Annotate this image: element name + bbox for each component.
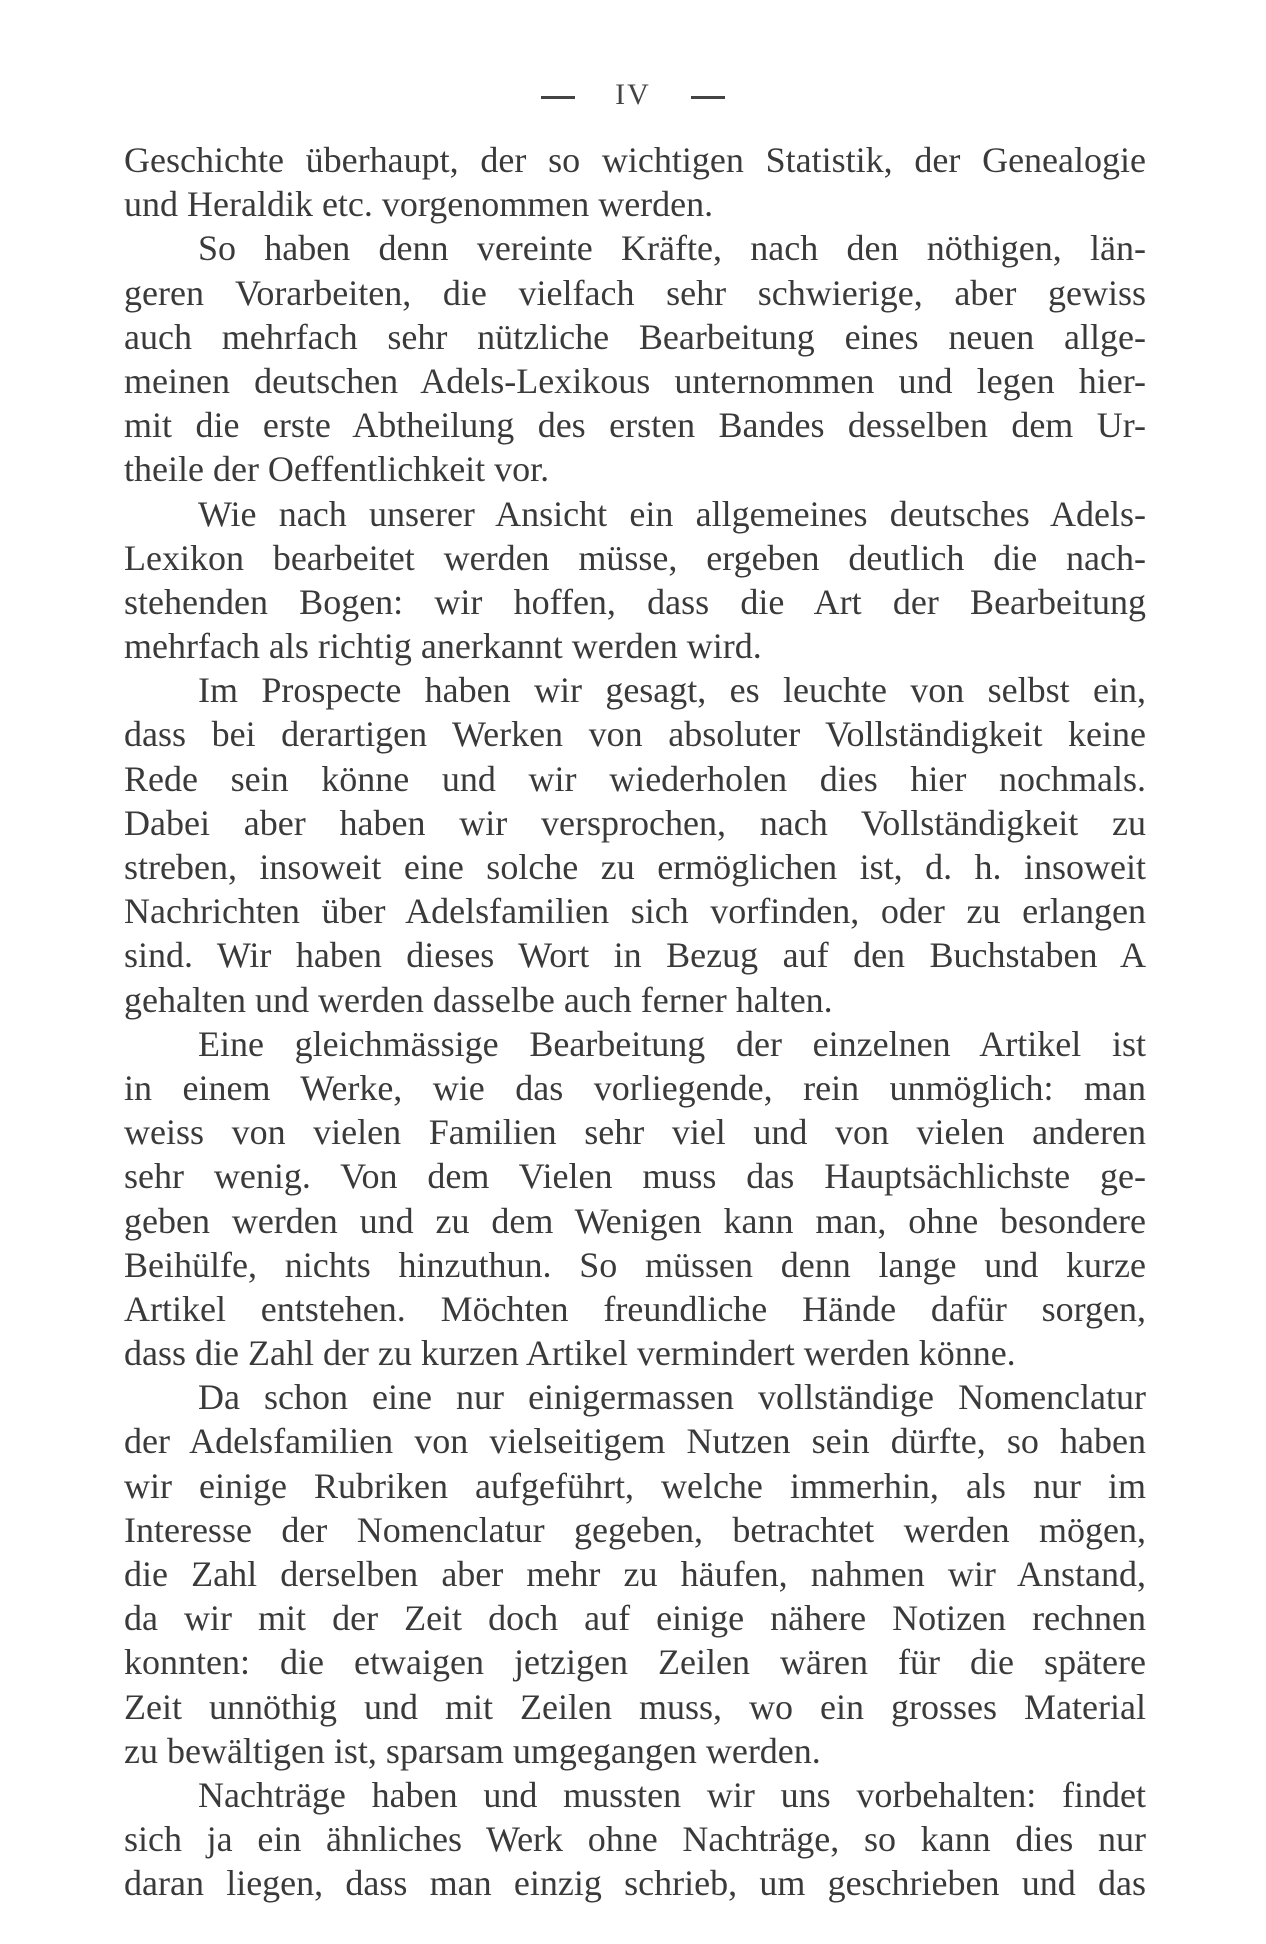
text-line	[124, 1508, 1146, 1552]
text-line-content: geren Vorarbeiten, die vielfach sehr schwierige, aber gewiss	[124, 272, 1146, 313]
text-line-content: Zeit unnöthig und mit Zeilen muss, wo ein grosses Material	[124, 1686, 1146, 1727]
text-line	[124, 845, 1146, 889]
text-line	[124, 1861, 1146, 1905]
text-line	[124, 1596, 1146, 1640]
text-line-content: die Zahl derselben aber mehr zu häufen, nahmen wir Anstand,	[124, 1554, 1146, 1594]
text-line	[124, 182, 1146, 226]
page-number: IV	[615, 78, 651, 111]
page-header	[0, 78, 1266, 112]
text-line-content: geben werden und zu dem Wenigen kann man, ohne besondere	[124, 1200, 1146, 1241]
text-line-content: Da schon eine nur einigermassen vollständige Nomenclatur	[198, 1377, 1146, 1418]
text-line-content: meinen deutschen Adels-Lexikous unternommen und legen hier-	[124, 360, 1146, 401]
text-line	[124, 1552, 1146, 1596]
text-line	[124, 447, 1146, 491]
header-dash-left	[541, 96, 575, 99]
text-line-content: streben, insoweit eine solche zu ermöglichen ist, d. h. insoweit	[124, 847, 1146, 887]
text-line	[124, 1154, 1146, 1198]
text-line-content: Dabei aber haben wir versprochen, nach Vollständigkeit zu	[124, 802, 1146, 843]
text-line	[124, 801, 1146, 845]
text-line	[124, 1066, 1146, 1110]
text-line	[124, 315, 1146, 359]
text-line-content: dass bei derartigen Werken von absoluter Vollständigkeit keine	[124, 714, 1146, 755]
text-line-content: zu bewältigen ist, sparsam umgegangen werden.	[124, 1730, 821, 1771]
text-line-content: stehenden Bogen: wir hoffen, dass die Art der Bearbeitung	[124, 581, 1146, 622]
text-line-content: wir einige Rubriken aufgeführt, welche immerhin, als nur im	[124, 1465, 1146, 1506]
text-line	[124, 1110, 1146, 1154]
text-line-content: da wir mit der Zeit doch auf einige nähere Notizen rechnen	[124, 1598, 1146, 1639]
text-line-content: So haben denn vereinte Kräfte, nach den nöthigen, län-	[198, 228, 1146, 269]
text-line-content: sind. Wir haben dieses Wort in Bezug auf den Buchstaben A	[124, 935, 1146, 976]
text-line-content: weiss von vielen Familien sehr viel und von vielen anderen	[124, 1112, 1146, 1153]
text-line-content: theile der Oeffentlichkeit vor.	[124, 449, 550, 490]
text-line	[124, 1464, 1146, 1508]
text-line	[124, 536, 1146, 580]
text-line	[124, 1817, 1146, 1861]
text-line	[124, 1773, 1146, 1817]
text-line	[124, 1287, 1146, 1331]
text-line	[124, 978, 1146, 1022]
text-line	[124, 668, 1146, 712]
text-line	[124, 492, 1146, 536]
text-line-content: Nachträge haben und mussten wir uns vorbehalten: findet	[198, 1774, 1146, 1815]
text-line-content: dass die Zahl der zu kurzen Artikel vermindert werden könne.	[124, 1333, 1016, 1374]
text-line	[124, 359, 1146, 403]
text-line	[124, 933, 1146, 977]
text-line	[124, 1199, 1146, 1243]
text-line	[124, 138, 1146, 182]
text-line	[124, 757, 1146, 801]
text-line	[124, 624, 1146, 668]
text-line-content: Nachrichten über Adelsfamilien sich vorfinden, oder zu erlangen	[124, 891, 1146, 932]
text-line	[124, 1331, 1146, 1375]
text-line-content: sich ja ein ähnliches Werk ohne Nachträge, so kann dies nur	[124, 1819, 1146, 1860]
text-line	[124, 226, 1146, 270]
page-body-text	[124, 138, 1146, 1906]
text-line-content: Artikel entstehen. Möchten freundliche Hände dafür sorgen,	[124, 1288, 1146, 1329]
text-line-content: auch mehrfach sehr nützliche Bearbeitung eines neuen allge-	[124, 316, 1146, 357]
header-dash-right	[691, 96, 725, 99]
text-line-content: Eine gleichmässige Bearbeitung der einzelnen Artikel ist	[198, 1023, 1146, 1064]
text-line	[124, 271, 1146, 315]
text-line-content: Interesse der Nomenclatur gegeben, betrachtet werden mögen,	[124, 1509, 1146, 1550]
text-line-content: konnten: die etwaigen jetzigen Zeilen wären für die spätere	[124, 1642, 1146, 1683]
text-line	[124, 1640, 1146, 1684]
text-line-content: daran liegen, dass man einzig schrieb, um geschrieben und das	[124, 1863, 1146, 1904]
text-line-content: mehrfach als richtig anerkannt werden wird.	[124, 626, 762, 667]
text-line-content: Geschichte überhaupt, der so wichtigen Statistik, der Genealogie	[124, 140, 1146, 180]
text-line-content: gehalten und werden dasselbe auch ferner halten.	[124, 979, 833, 1020]
text-line-content: Wie nach unserer Ansicht ein allgemeines deutsches Adels-	[198, 493, 1146, 534]
text-line	[124, 1022, 1146, 1066]
text-line-content: sehr wenig. Von dem Vielen muss das Hauptsächlichste ge-	[124, 1156, 1146, 1197]
text-line	[124, 712, 1146, 756]
text-line	[124, 1243, 1146, 1287]
text-line	[124, 403, 1146, 447]
text-line	[124, 1729, 1146, 1773]
text-line-content: mit die erste Abtheilung des ersten Bandes desselben dem Ur-	[124, 405, 1146, 446]
text-line-content: Im Prospecte haben wir gesagt, es leuchte von selbst ein,	[198, 670, 1146, 711]
text-line	[124, 889, 1146, 933]
text-line-content: und Heraldik etc. vorgenommen werden.	[124, 184, 714, 225]
text-line-content: Rede sein könne und wir wiederholen dies hier nochmals.	[124, 758, 1146, 799]
text-line-content: in einem Werke, wie das vorliegende, rein unmöglich: man	[124, 1067, 1146, 1108]
text-line	[124, 1685, 1146, 1729]
text-line-content: Lexikon bearbeitet werden müsse, ergeben deutlich die nach-	[124, 537, 1146, 578]
text-line-content: der Adelsfamilien von vielseitigem Nutzen sein dürfte, so haben	[124, 1421, 1146, 1462]
text-line	[124, 1419, 1146, 1463]
text-line	[124, 580, 1146, 624]
text-line-content: Beihülfe, nichts hinzuthun. So müssen denn lange und kurze	[124, 1244, 1146, 1285]
text-line	[124, 1375, 1146, 1419]
